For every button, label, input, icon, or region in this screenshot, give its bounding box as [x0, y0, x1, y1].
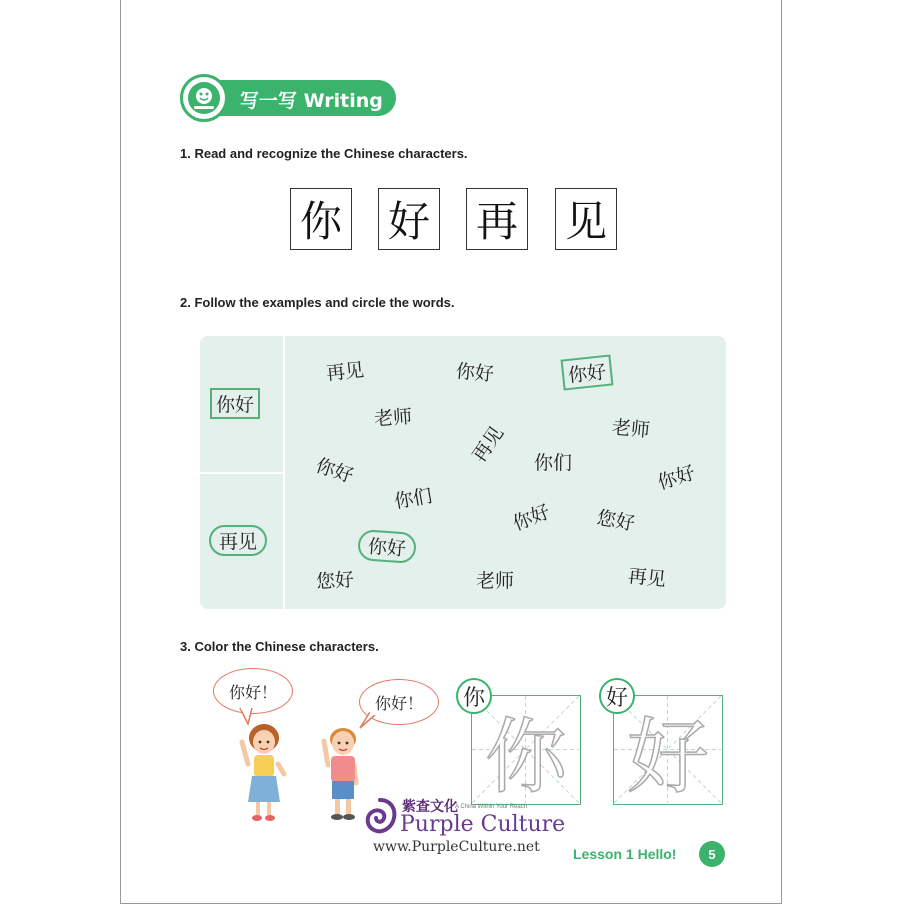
word-item-circled[interactable]: 你好: [357, 529, 417, 564]
girl-illustration: [236, 712, 296, 824]
panel-divider: [200, 472, 284, 474]
character-card: 再: [466, 188, 528, 250]
character-card: 见: [555, 188, 617, 250]
character-card: 好: [378, 188, 440, 250]
speech-bubble: 你好！: [213, 668, 293, 714]
watermark-brand: Purple Culture: [400, 812, 566, 837]
lesson-label: Lesson 1 Hello!: [573, 846, 677, 862]
word-item[interactable]: 你好: [454, 360, 495, 386]
word-item-circled[interactable]: 你好: [561, 354, 614, 390]
word-item[interactable]: 您好: [315, 568, 355, 594]
smiley-pencil-icon: [180, 74, 228, 122]
speech-bubble: 你好！: [359, 679, 439, 725]
word-item[interactable]: 再见: [325, 359, 366, 385]
word-item[interactable]: 老师: [373, 405, 413, 431]
word-item[interactable]: 您好: [595, 506, 637, 536]
word-item[interactable]: 你们: [392, 484, 434, 514]
word-item[interactable]: 你好: [509, 500, 554, 536]
character-badge: 你: [456, 678, 492, 714]
outline-character[interactable]: 你: [484, 709, 567, 805]
word-item[interactable]: 你好: [313, 454, 357, 488]
word-item[interactable]: 老师: [610, 416, 651, 442]
watermark-cn: 紫查文化: [402, 799, 458, 815]
section-title: 写一写 Writing: [240, 90, 383, 112]
word-item[interactable]: 你好: [654, 461, 698, 495]
character-badge: 好: [599, 678, 635, 714]
example-oval-word: 再见: [209, 525, 267, 556]
question-2-label: 2. Follow the examples and circle the words.: [180, 295, 455, 310]
page-number: 5: [699, 841, 725, 867]
watermark-url: www.PurpleCulture.net: [373, 839, 540, 855]
question-1-label: 1. Read and recognize the Chinese characters.: [180, 146, 468, 161]
word-item[interactable]: 你们: [534, 452, 573, 474]
example-rect-word: 你好: [210, 388, 260, 419]
word-item[interactable]: 老师: [476, 570, 515, 592]
word-item[interactable]: 再见: [468, 422, 509, 467]
word-item[interactable]: 再见: [626, 565, 667, 591]
watermark-tagline: A China Within Your Reach: [455, 804, 528, 810]
character-card: 你: [290, 188, 352, 250]
outline-character[interactable]: 好: [626, 709, 709, 805]
purple-culture-logo-icon: [360, 796, 400, 840]
question-3-label: 3. Color the Chinese characters.: [180, 639, 379, 654]
